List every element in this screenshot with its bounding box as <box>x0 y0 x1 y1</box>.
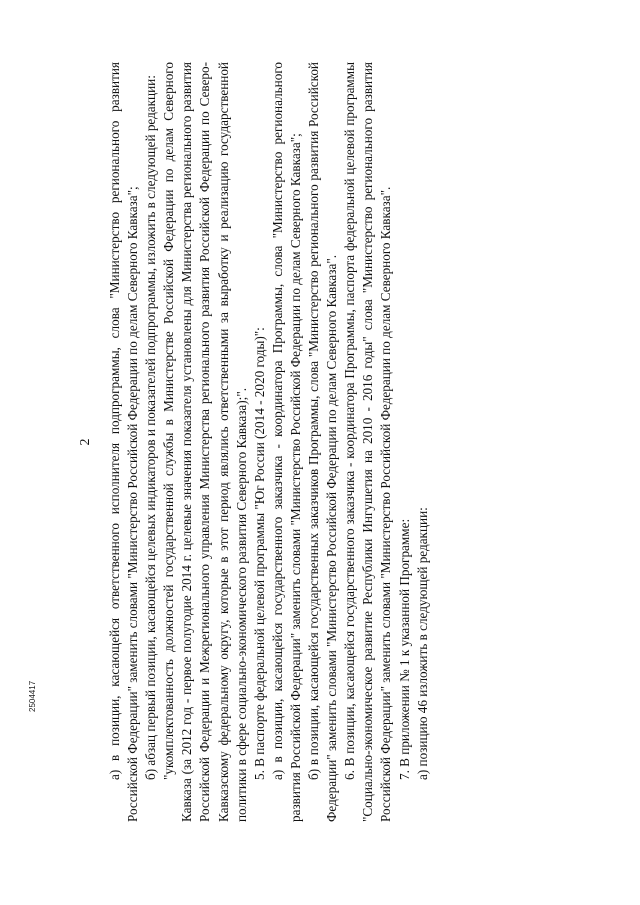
rotated-content <box>78 62 548 822</box>
paragraph-quote: "укомплектованность должностей государственной службы в Министерстве Российской Федерации по делам Северного Кавказа (за 2012 год - первое полугодие 2014 г. целевые значения показателя установлены для Министерства регионального развития Российской Федерации и Межрегионального управления Министерства регионального развития Российской Федерации по Северо-Кавказскому федеральному округу, которые в этот период являлись ответственными за выработку и реализацию государственной политики в сфере социально-экономического развития Северного Кавказа);". <box>161 62 249 822</box>
page-number: 2 <box>78 438 93 446</box>
paragraph-7a: а) позицию 46 изложить в следующей редакции: <box>414 507 430 780</box>
paragraph-5: 5. В паспорте федеральной целевой программы "Юг России (2014 - 2020 годы)": <box>251 327 267 780</box>
paragraph-7: 7. В приложении № 1 к указанной Программе: <box>396 518 412 780</box>
paragraph-5b: б) в позиции, касающейся государственных заказчиков Программы, слова "Министерство регионального развития Российской Федерации" заменить словами "Министерство Российской Федерации по делам Северного Кавказа". <box>306 62 340 822</box>
paragraph-1a: а) в позиции, касающейся ответственного исполнителя подпрограммы, слова "Министерство регионального развития Российской Федерации" заменить словами "Министерство Российской Федерации по делам Северного Кавказа"; <box>107 62 141 822</box>
paragraph-6: 6. В позиции, касающейся государственного заказчика - координатора Программы, паспорта федеральной целевой программы "Социально-экономическое развитие Республики Ингушетия на 2010 - 2016 годы" слова "Министерство регионального развития Российской Федерации" заменить словами "Министерство Российской Федерации по делам Северного Кавказа". <box>342 62 394 822</box>
paragraph-1b: б) абзац первый позиции, касающейся целевых индикаторов и показателей подпрограммы, изложить в следующей редакции: <box>143 75 159 780</box>
paragraph-5a: а) в позиции, касающейся государственного заказчика - координатора Программы, слова "Министерство регионального развития Российской Федерации" заменить словами "Министерство Российской Федерации по делам Северного Кавказа"; <box>269 62 303 822</box>
document-body <box>106 62 432 822</box>
document-code: 2504417 <box>28 680 37 712</box>
